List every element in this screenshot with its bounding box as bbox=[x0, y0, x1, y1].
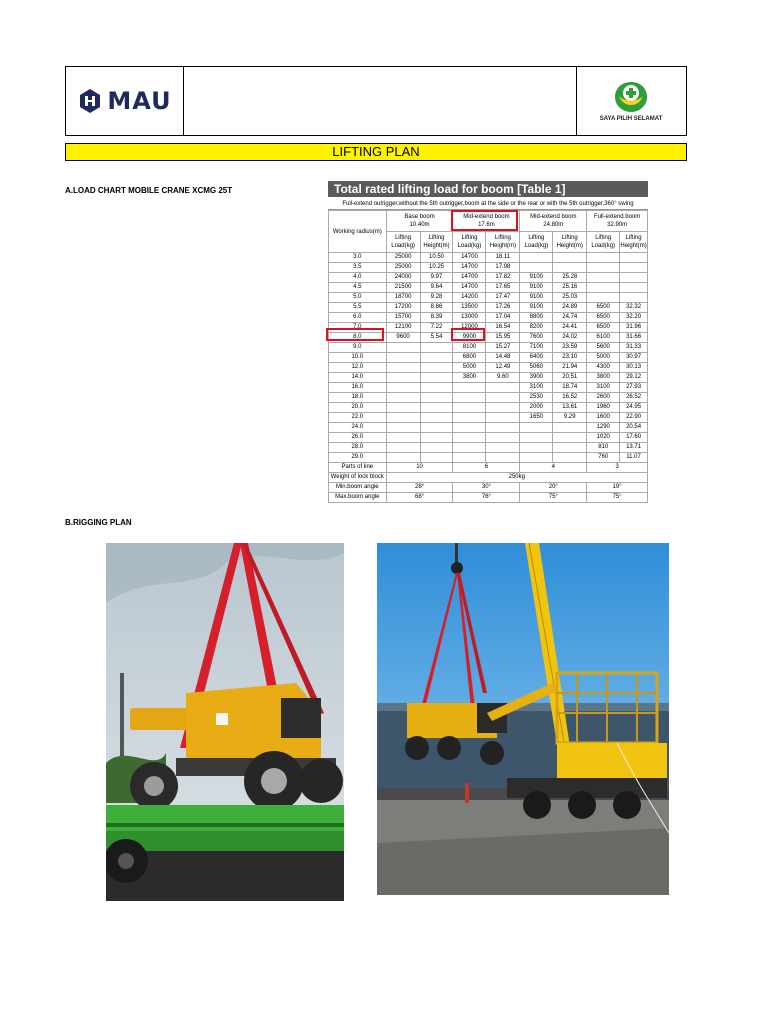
table-cell: 6500 bbox=[587, 323, 620, 333]
safety-logo-text: SAYA PILIH SELAMAT bbox=[599, 116, 663, 122]
radius-cell: 16.0 bbox=[329, 383, 387, 393]
table-cell bbox=[553, 423, 587, 433]
table-cell: 12000 bbox=[453, 323, 486, 333]
load-chart-subtitle: Full-extend outrigger,without the 5th outrigger,boom at the side or the rear or with the 5th outrigger,360° swing bbox=[328, 198, 648, 210]
table-cell bbox=[453, 403, 486, 413]
crane-lift-illustration bbox=[377, 543, 669, 895]
table-cell bbox=[587, 293, 620, 303]
max-angle-value: 68° bbox=[386, 493, 453, 503]
table-cell: 760 bbox=[587, 453, 620, 463]
table-cell bbox=[553, 263, 587, 273]
table-row bbox=[329, 253, 648, 263]
table-cell bbox=[486, 383, 520, 393]
radius-cell: 4.5 bbox=[329, 283, 387, 293]
table-cell: 17.60 bbox=[620, 433, 648, 443]
table-row bbox=[329, 433, 648, 443]
table-cell: 8.86 bbox=[420, 303, 453, 313]
radius-cell: 7.0 bbox=[329, 323, 387, 333]
table-cell bbox=[587, 273, 620, 283]
highlight-load-12000 bbox=[451, 328, 485, 341]
parts-of-line-value: 6 bbox=[453, 463, 520, 473]
table-cell: 10.50 bbox=[420, 253, 453, 263]
table-cell: 31.66 bbox=[620, 333, 648, 343]
sub-header: Lifting Load(kg) bbox=[453, 232, 486, 253]
table-cell bbox=[386, 353, 420, 363]
table-cell: 7100 bbox=[520, 343, 553, 353]
table-cell: 3900 bbox=[520, 373, 553, 383]
table-cell: 2530 bbox=[520, 393, 553, 403]
highlight-radius-7m bbox=[326, 328, 384, 341]
table-cell bbox=[420, 353, 453, 363]
min-angle-value: 20° bbox=[520, 483, 587, 493]
table-cell bbox=[453, 413, 486, 423]
table-cell bbox=[386, 373, 420, 383]
table-cell bbox=[587, 263, 620, 273]
table-cell bbox=[420, 383, 453, 393]
rigging-photo-truck bbox=[106, 543, 344, 901]
table-cell bbox=[453, 383, 486, 393]
table-cell: 24.74 bbox=[553, 313, 587, 323]
table-cell: 9100 bbox=[520, 283, 553, 293]
load-chart-title: Total rated lifting load for boom [Table 1] bbox=[328, 181, 648, 197]
table-row bbox=[329, 273, 648, 283]
table-cell bbox=[420, 453, 453, 463]
table-row bbox=[329, 343, 648, 353]
table-row bbox=[329, 393, 648, 403]
table-cell bbox=[520, 433, 553, 443]
table-cell: 8200 bbox=[520, 323, 553, 333]
hook-block-weight: 250kg bbox=[386, 473, 647, 483]
table-row bbox=[329, 303, 648, 313]
table-cell: 14.48 bbox=[486, 353, 520, 363]
radius-cell: 10.0 bbox=[329, 353, 387, 363]
truck-lift-illustration bbox=[106, 543, 344, 901]
table-cell: 9100 bbox=[520, 303, 553, 313]
table-cell: 24.02 bbox=[553, 333, 587, 343]
table-row bbox=[329, 313, 648, 323]
table-cell: 9.64 bbox=[420, 283, 453, 293]
load-chart bbox=[328, 181, 648, 527]
table-cell bbox=[486, 453, 520, 463]
radius-cell: 20.0 bbox=[329, 403, 387, 413]
table-cell bbox=[386, 403, 420, 413]
table-cell: 5600 bbox=[587, 343, 620, 353]
boom-header: Mid-extend boom 24.80m bbox=[520, 211, 587, 232]
table-cell: 6500 bbox=[587, 313, 620, 323]
table-cell bbox=[386, 383, 420, 393]
min-angle-value: 19° bbox=[587, 483, 648, 493]
radius-cell: 3.5 bbox=[329, 263, 387, 273]
table-cell bbox=[520, 453, 553, 463]
table-cell: 17.47 bbox=[486, 293, 520, 303]
table-cell bbox=[520, 423, 553, 433]
table-row bbox=[329, 373, 648, 383]
radius-cell: 4.0 bbox=[329, 273, 387, 283]
sub-header: Lifting Height(m) bbox=[486, 232, 520, 253]
table-cell bbox=[386, 423, 420, 433]
table-cell: 31.33 bbox=[620, 343, 648, 353]
table-cell: 14700 bbox=[453, 263, 486, 273]
table-cell bbox=[386, 443, 420, 453]
table-cell bbox=[486, 393, 520, 403]
table-cell: 7.22 bbox=[420, 323, 453, 333]
table-cell: 21500 bbox=[386, 283, 420, 293]
hook-block-label: Weight of lock block bbox=[329, 473, 387, 483]
table-cell bbox=[453, 433, 486, 443]
table-cell bbox=[420, 393, 453, 403]
load-chart-label: A.LOAD CHART MOBILE CRANE XCMG 25T bbox=[65, 186, 233, 195]
table-cell: 25000 bbox=[386, 253, 420, 263]
table-cell: 10.25 bbox=[420, 263, 453, 273]
table-cell: 25.16 bbox=[553, 283, 587, 293]
parts-of-line-value: 10 bbox=[386, 463, 453, 473]
table-cell bbox=[553, 443, 587, 453]
radius-cell: 22.0 bbox=[329, 413, 387, 423]
min-angle-value: 28° bbox=[386, 483, 453, 493]
table-cell bbox=[587, 253, 620, 263]
table-cell: 32.20 bbox=[620, 313, 648, 323]
table-cell: 9.60 bbox=[486, 373, 520, 383]
parts-of-line-value: 3 bbox=[587, 463, 648, 473]
table-cell: 9.97 bbox=[420, 273, 453, 283]
table-cell: 6100 bbox=[587, 333, 620, 343]
radius-cell: 26.0 bbox=[329, 433, 387, 443]
radius-cell: 9.0 bbox=[329, 343, 387, 353]
table-row bbox=[329, 423, 648, 433]
table-cell bbox=[520, 263, 553, 273]
sub-header: Lifting Load(kg) bbox=[587, 232, 620, 253]
table-cell bbox=[553, 433, 587, 443]
radius-header: Working radius(m) bbox=[329, 211, 387, 253]
table-cell bbox=[486, 443, 520, 453]
table-cell: 24.89 bbox=[553, 303, 587, 313]
table-cell: 32.32 bbox=[620, 303, 648, 313]
table-cell: 17.82 bbox=[486, 273, 520, 283]
table-cell bbox=[420, 343, 453, 353]
table-cell bbox=[620, 273, 648, 283]
table-row bbox=[329, 353, 648, 363]
table-cell: 5060 bbox=[520, 363, 553, 373]
table-cell: 17.98 bbox=[486, 263, 520, 273]
table-cell bbox=[420, 413, 453, 423]
table-cell bbox=[453, 453, 486, 463]
table-cell bbox=[486, 433, 520, 443]
table-cell: 23.10 bbox=[553, 353, 587, 363]
table-cell: 30.97 bbox=[620, 353, 648, 363]
table-cell: 15.95 bbox=[486, 333, 520, 343]
radius-cell: 8.0 bbox=[329, 333, 387, 343]
table-cell bbox=[553, 253, 587, 263]
table-cell: 13.71 bbox=[620, 443, 648, 453]
radius-cell: 28.0 bbox=[329, 443, 387, 453]
table-cell: 9100 bbox=[520, 293, 553, 303]
load-chart-table bbox=[328, 210, 648, 503]
radius-cell: 5.0 bbox=[329, 293, 387, 303]
table-cell: 17200 bbox=[386, 303, 420, 313]
table-cell: 2600 bbox=[587, 393, 620, 403]
table-cell bbox=[420, 443, 453, 453]
rigging-plan-label: B.RIGGING PLAN bbox=[65, 518, 132, 527]
table-cell bbox=[420, 403, 453, 413]
radius-cell: 14.0 bbox=[329, 373, 387, 383]
table-cell bbox=[620, 263, 648, 273]
table-cell bbox=[620, 283, 648, 293]
table-cell bbox=[520, 443, 553, 453]
table-row bbox=[329, 413, 648, 423]
parts-of-line-value: 4 bbox=[520, 463, 587, 473]
table-cell: 16.52 bbox=[553, 393, 587, 403]
table-row bbox=[329, 283, 648, 293]
table-cell: 26.52 bbox=[620, 393, 648, 403]
table-cell: 20.54 bbox=[620, 423, 648, 433]
table-row bbox=[329, 293, 648, 303]
table-cell: 30.13 bbox=[620, 363, 648, 373]
table-cell: 24000 bbox=[386, 273, 420, 283]
table-cell: 13.61 bbox=[553, 403, 587, 413]
table-cell: 24.41 bbox=[553, 323, 587, 333]
sub-header: Lifting Height(m) bbox=[420, 232, 453, 253]
table-cell: 25.28 bbox=[553, 273, 587, 283]
table-cell: 18.74 bbox=[553, 383, 587, 393]
table-cell: 5000 bbox=[453, 363, 486, 373]
table-cell: 18700 bbox=[386, 293, 420, 303]
table-row bbox=[329, 263, 648, 273]
table-cell: 3100 bbox=[587, 383, 620, 393]
table-cell bbox=[420, 363, 453, 373]
table-row bbox=[329, 383, 648, 393]
sub-header: Lifting Load(kg) bbox=[520, 232, 553, 253]
table-cell: 3800 bbox=[453, 373, 486, 383]
table-cell: 13000 bbox=[453, 313, 486, 323]
table-cell: 8800 bbox=[520, 313, 553, 323]
table-cell: 5.54 bbox=[420, 333, 453, 343]
table-cell: 1020 bbox=[587, 433, 620, 443]
table-cell: 810 bbox=[587, 443, 620, 453]
table-cell: 3800 bbox=[587, 373, 620, 383]
table-cell bbox=[386, 343, 420, 353]
document-title: LIFTING PLAN bbox=[65, 143, 687, 161]
table-cell: 1650 bbox=[520, 413, 553, 423]
boom-header: Base boom 10.40m bbox=[386, 211, 453, 232]
table-cell: 14200 bbox=[453, 293, 486, 303]
min-angle-value: 30° bbox=[453, 483, 520, 493]
table-cell: 21.94 bbox=[553, 363, 587, 373]
table-cell: 15.27 bbox=[486, 343, 520, 353]
sub-header: Lifting Load(kg) bbox=[386, 232, 420, 253]
table-cell bbox=[520, 253, 553, 263]
table-cell: 17.26 bbox=[486, 303, 520, 313]
table-cell: 2000 bbox=[520, 403, 553, 413]
radius-cell: 29.0 bbox=[329, 453, 387, 463]
table-cell bbox=[386, 363, 420, 373]
table-cell bbox=[420, 373, 453, 383]
parts-of-line-label: Parts of line bbox=[329, 463, 387, 473]
rigging-photo-crane bbox=[377, 543, 669, 895]
radius-cell: 3.0 bbox=[329, 253, 387, 263]
table-cell: 14700 bbox=[453, 273, 486, 283]
table-cell: 12.49 bbox=[486, 363, 520, 373]
table-cell: 6500 bbox=[587, 303, 620, 313]
table-cell: 17.65 bbox=[486, 283, 520, 293]
table-cell: 18.11 bbox=[486, 253, 520, 263]
table-cell: 6400 bbox=[520, 353, 553, 363]
table-cell: 24.95 bbox=[620, 403, 648, 413]
radius-cell: 5.5 bbox=[329, 303, 387, 313]
table-cell bbox=[587, 283, 620, 293]
table-cell: 16.54 bbox=[486, 323, 520, 333]
table-cell: 29.12 bbox=[620, 373, 648, 383]
table-row bbox=[329, 363, 648, 373]
table-cell bbox=[453, 443, 486, 453]
table-cell: 20.51 bbox=[553, 373, 587, 383]
table-cell: 1290 bbox=[587, 423, 620, 433]
table-cell: 9.29 bbox=[553, 413, 587, 423]
min-angle-label: Min.boom angle bbox=[329, 483, 387, 493]
table-cell: 12100 bbox=[386, 323, 420, 333]
mau-emblem-icon bbox=[77, 88, 103, 114]
table-cell: 8.39 bbox=[420, 313, 453, 323]
table-cell: 27.93 bbox=[620, 383, 648, 393]
table-cell: 14700 bbox=[453, 253, 486, 263]
table-cell: 11.07 bbox=[620, 453, 648, 463]
max-angle-value: 75° bbox=[587, 493, 648, 503]
table-cell: 14700 bbox=[453, 283, 486, 293]
table-cell: 4300 bbox=[587, 363, 620, 373]
table-row bbox=[329, 443, 648, 453]
table-row bbox=[329, 403, 648, 413]
table-cell: 6800 bbox=[453, 353, 486, 363]
table-cell bbox=[620, 293, 648, 303]
max-angle-label: Max.boom angle bbox=[329, 493, 387, 503]
table-cell: 3100 bbox=[520, 383, 553, 393]
table-cell bbox=[486, 413, 520, 423]
table-cell bbox=[453, 393, 486, 403]
table-cell: 17.04 bbox=[486, 313, 520, 323]
table-cell bbox=[386, 453, 420, 463]
header-blank-cell bbox=[183, 67, 577, 135]
table-cell bbox=[420, 423, 453, 433]
safety-cross-icon bbox=[613, 80, 649, 114]
table-cell bbox=[453, 423, 486, 433]
table-cell: 22.90 bbox=[620, 413, 648, 423]
boom-header: Mid-extend boom 17.6m bbox=[453, 211, 520, 232]
table-cell: 25000 bbox=[386, 263, 420, 273]
table-cell: 1600 bbox=[587, 413, 620, 423]
max-angle-value: 75° bbox=[520, 493, 587, 503]
table-cell: 9600 bbox=[386, 333, 420, 343]
boom-header: Full-extend boom 32.90m bbox=[587, 211, 648, 232]
table-cell bbox=[386, 433, 420, 443]
table-cell: 9.28 bbox=[420, 293, 453, 303]
table-cell: 1960 bbox=[587, 403, 620, 413]
sub-header: Lifting Height(m) bbox=[620, 232, 648, 253]
radius-cell: 24.0 bbox=[329, 423, 387, 433]
table-cell: 9900 bbox=[453, 333, 486, 343]
table-cell bbox=[553, 453, 587, 463]
table-cell bbox=[486, 403, 520, 413]
table-cell: 15700 bbox=[386, 313, 420, 323]
table-cell: 25.03 bbox=[553, 293, 587, 303]
logo-text: MAU bbox=[107, 87, 172, 115]
document-header bbox=[65, 66, 687, 136]
table-cell: 9100 bbox=[520, 273, 553, 283]
company-logo bbox=[66, 67, 184, 135]
table-cell: 13500 bbox=[453, 303, 486, 313]
max-angle-value: 76° bbox=[453, 493, 520, 503]
radius-cell: 12.0 bbox=[329, 363, 387, 373]
sub-header: Lifting Height(m) bbox=[553, 232, 587, 253]
radius-cell: 6.0 bbox=[329, 313, 387, 323]
table-row bbox=[329, 453, 648, 463]
table-cell bbox=[620, 253, 648, 263]
safety-logo bbox=[576, 67, 686, 135]
table-cell bbox=[486, 423, 520, 433]
radius-cell: 18.0 bbox=[329, 393, 387, 403]
table-cell bbox=[386, 393, 420, 403]
table-cell bbox=[386, 413, 420, 423]
highlight-mid-extend-boom bbox=[451, 210, 518, 231]
table-cell: 31.96 bbox=[620, 323, 648, 333]
table-cell: 5000 bbox=[587, 353, 620, 363]
table-cell: 23.59 bbox=[553, 343, 587, 353]
table-cell bbox=[420, 433, 453, 443]
table-cell: 7600 bbox=[520, 333, 553, 343]
table-cell: 8100 bbox=[453, 343, 486, 353]
